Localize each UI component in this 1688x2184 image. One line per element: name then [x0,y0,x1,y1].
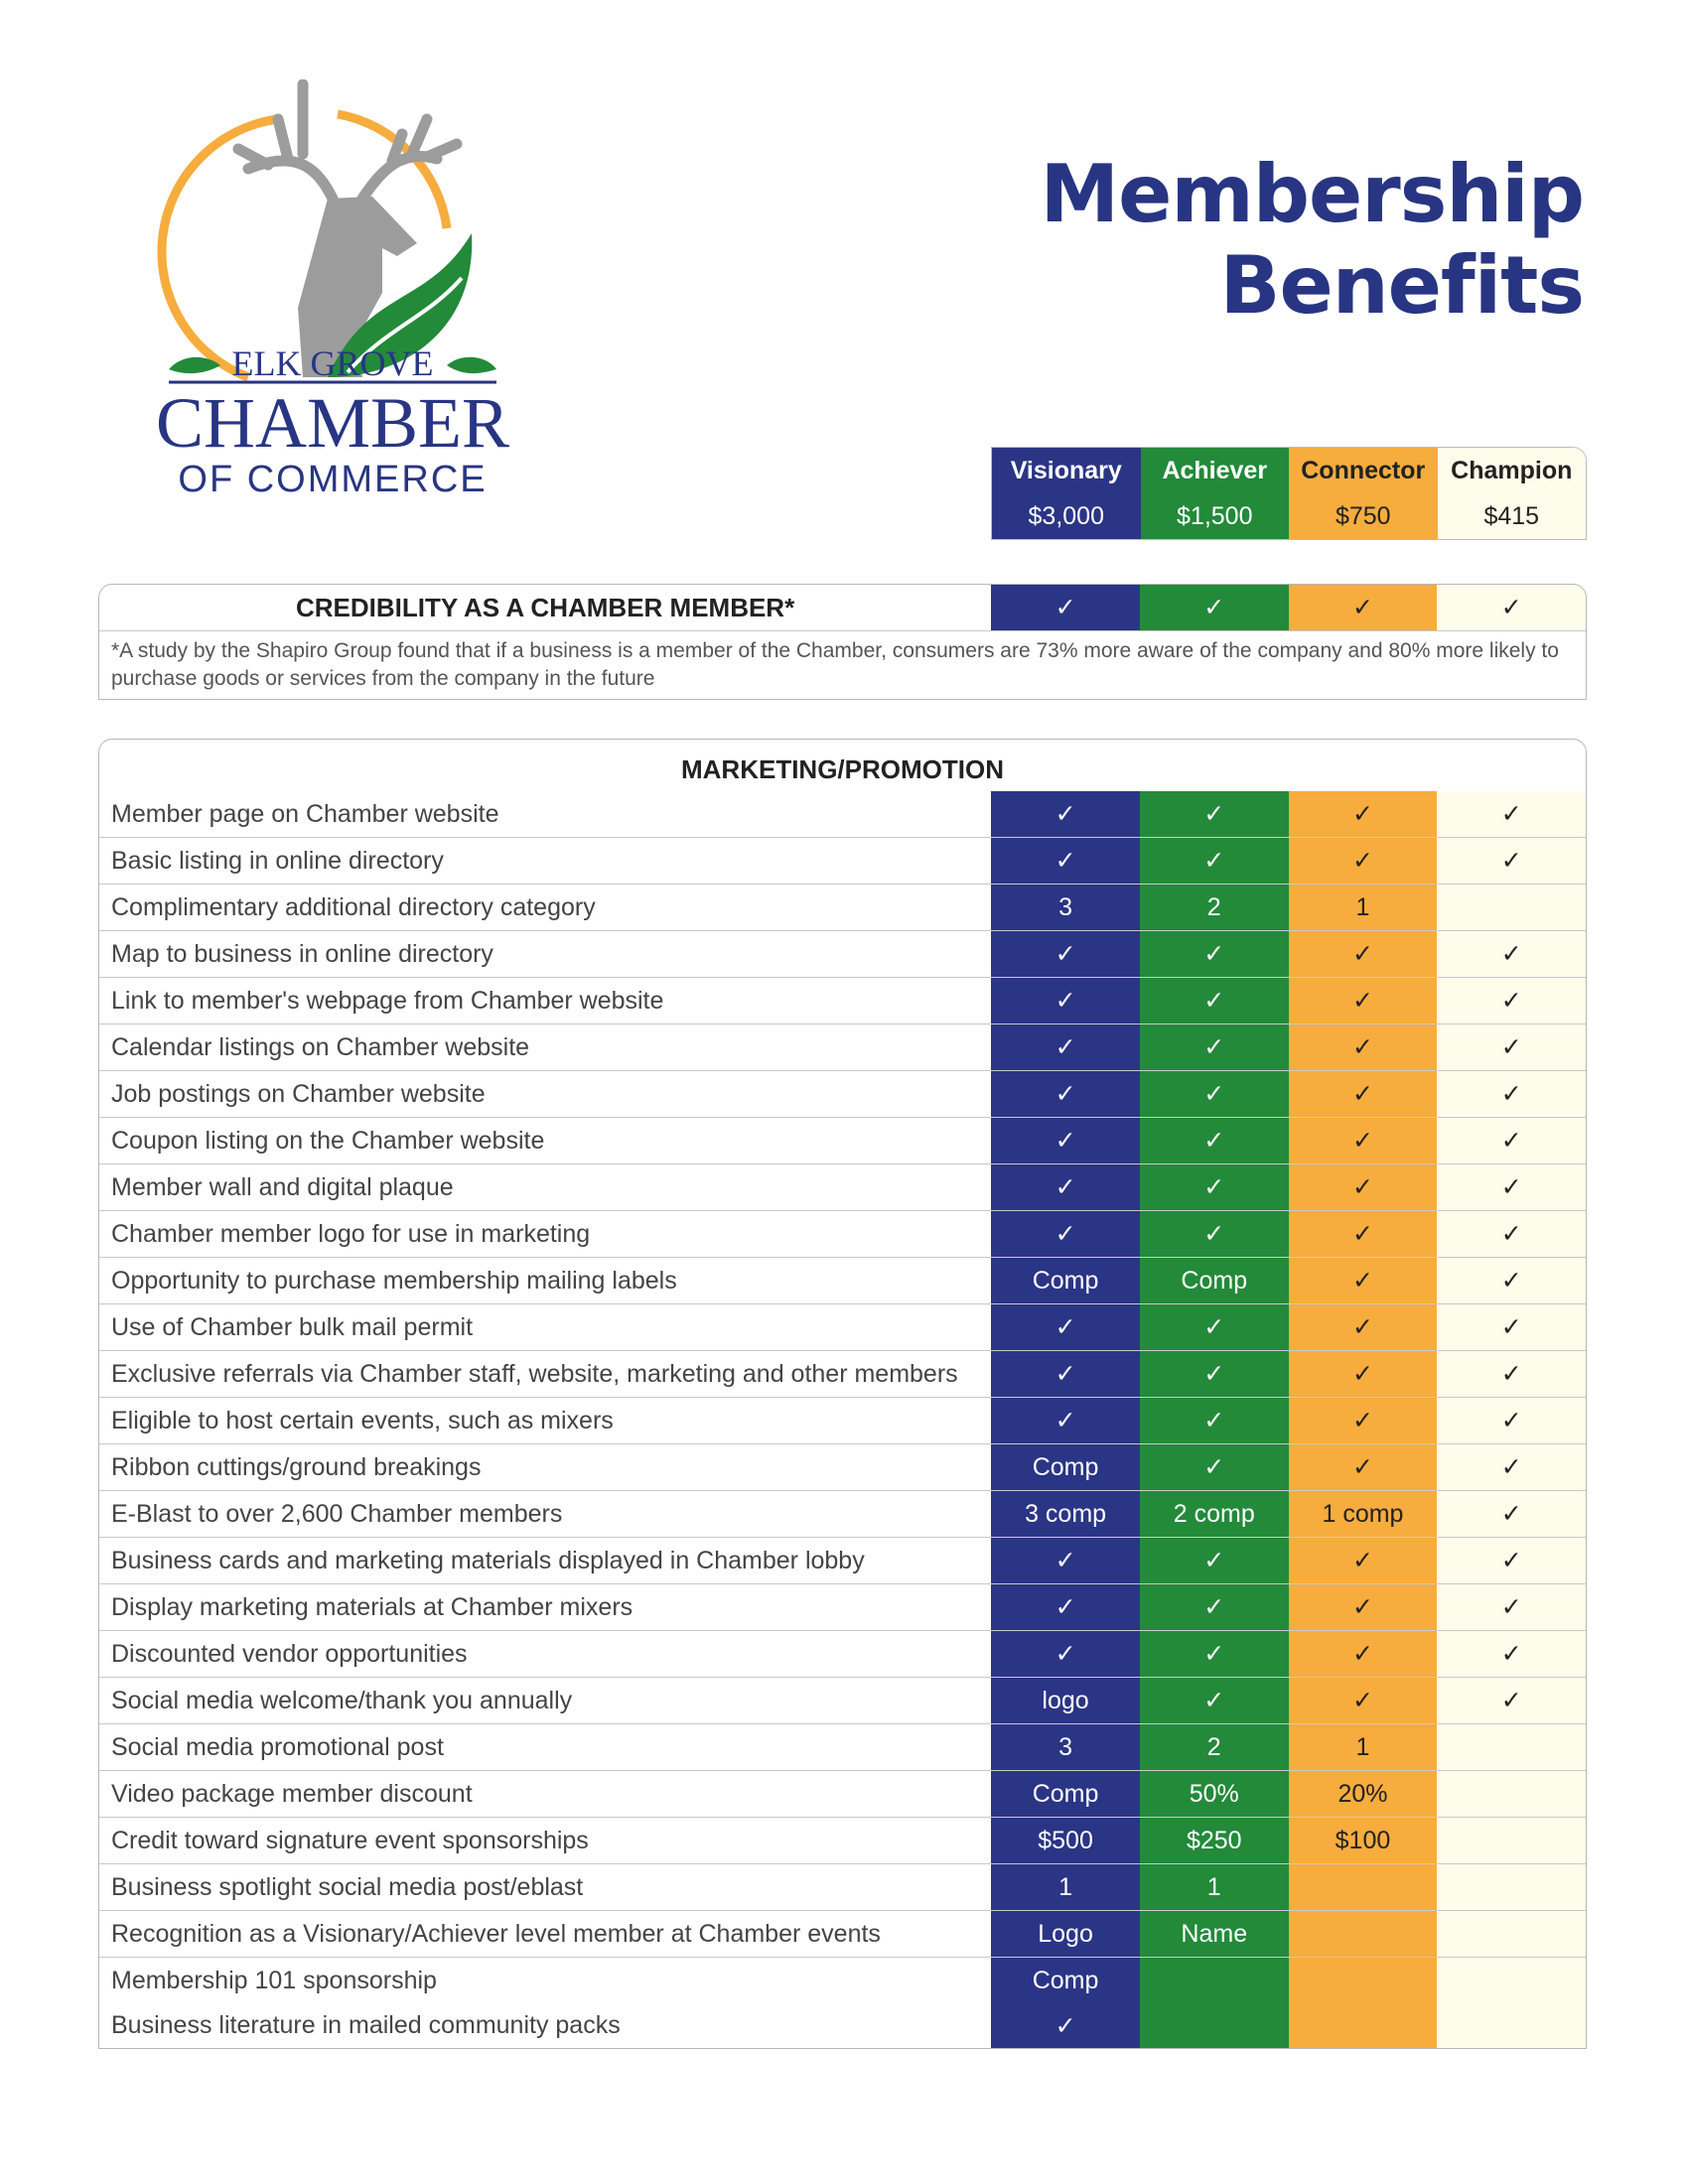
credibility-champion: ✓ [1437,585,1586,630]
cell-connector [1289,1911,1438,1957]
row-label: Membership 101 sponsorship [111,1966,437,1994]
cell-champion: ✓ [1437,1678,1586,1723]
cell-connector: ✓ [1289,791,1438,837]
table-row [99,1163,1586,1210]
row-label: E-Blast to over 2,600 Chamber members [111,1499,563,1528]
row-label: Use of Chamber bulk mail permit [111,1312,474,1341]
cell-visionary: 1 [991,1864,1140,1910]
table-row [99,884,1586,930]
cell-achiever: ✓ [1140,1538,1289,1583]
table-row [99,1723,1586,1770]
cell-champion: ✓ [1437,1631,1586,1677]
tier-champion [1438,448,1587,539]
cell-champion: ✓ [1437,1538,1586,1583]
logo-line2: CHAMBER [155,383,510,463]
cell-connector [1289,1958,1438,2003]
cell-champion: ✓ [1437,1444,1586,1490]
cell-connector: ✓ [1289,1538,1438,1583]
tier-price: $415 [1483,502,1540,530]
cell-champion: ✓ [1437,1584,1586,1630]
cell-visionary: ✓ [991,1071,1140,1117]
cell-achiever: 2 [1140,1724,1289,1770]
cell-champion: ✓ [1437,1164,1586,1210]
cell-champion: ✓ [1437,1211,1586,1257]
cell-visionary: 3 [991,885,1140,930]
table-row [99,1770,1586,1817]
cell-visionary: ✓ [991,2003,1140,2048]
cell-connector: ✓ [1289,1118,1438,1163]
cell-connector: 20% [1289,1771,1438,1817]
credibility-connector: ✓ [1289,585,1438,630]
credibility-achiever: ✓ [1140,585,1289,630]
cell-champion: ✓ [1437,838,1586,884]
cell-achiever: ✓ [1140,1631,1289,1677]
cell-champion: ✓ [1437,1024,1586,1070]
table-row [99,1117,1586,1163]
cell-visionary: ✓ [991,791,1140,837]
cell-connector: 1 comp [1289,1491,1438,1537]
title-line1: Membership [1040,148,1584,240]
cell-achiever: ✓ [1140,1071,1289,1117]
table-row [99,1303,1586,1350]
cell-connector: ✓ [1289,838,1438,884]
cell-connector [1289,2003,1438,2048]
row-label: Video package member discount [111,1779,473,1808]
row-label: Credit toward signature event sponsorships [111,1826,589,1854]
table-row [99,1070,1586,1117]
cell-connector: ✓ [1289,1398,1438,1443]
cell-achiever: 50% [1140,1771,1289,1817]
cell-connector: 1 [1289,1724,1438,1770]
row-label: Business literature in mailed community packs [111,2011,621,2039]
cell-achiever: ✓ [1140,1444,1289,1490]
table-row [99,1024,1586,1070]
cell-champion [1437,1818,1586,1863]
tier-name: Achiever [1162,457,1268,484]
row-label: Chamber member logo for use in marketing [111,1219,591,1248]
cell-connector: ✓ [1289,1304,1438,1350]
table-row [99,1677,1586,1723]
cell-champion [1437,1864,1586,1910]
cell-visionary: 3 [991,1724,1140,1770]
cell-champion [1437,1911,1586,1957]
row-label: Eligible to host certain events, such as mixers [111,1406,614,1434]
marketing-section [98,739,1587,2049]
tier-name: Connector [1301,457,1426,484]
cell-connector: 1 [1289,885,1438,930]
cell-champion: ✓ [1437,931,1586,977]
row-label: Ribbon cuttings/ground breakings [111,1452,482,1481]
cell-visionary: Comp [991,1258,1140,1303]
table-row [99,1583,1586,1630]
title-line2: Benefits [1219,239,1584,332]
cell-champion: ✓ [1437,978,1586,1024]
cell-connector: ✓ [1289,931,1438,977]
table-row [99,1210,1586,1257]
logo-line3: OF COMMERCE [178,459,488,500]
credibility-note: *A study by the Shapiro Group found that if a business is a member of the Chamber, consumers are 73% more aware of the company and 80% more likely to purchase goods or services from the company in the future [99,630,1586,699]
cell-visionary: ✓ [991,1398,1140,1443]
cell-achiever: Comp [1140,1258,1289,1303]
row-label: Map to business in online directory [111,939,493,968]
cell-achiever: ✓ [1140,1118,1289,1163]
credibility-section [98,584,1587,700]
row-label: Member wall and digital plaque [111,1172,454,1201]
cell-visionary: ✓ [991,1351,1140,1397]
cell-visionary: ✓ [991,1211,1140,1257]
cell-visionary: ✓ [991,1631,1140,1677]
cell-champion: ✓ [1437,1398,1586,1443]
table-row [99,930,1586,977]
cell-achiever: ✓ [1140,1584,1289,1630]
row-label: Business spotlight social media post/eblast [111,1872,584,1901]
cell-visionary: ✓ [991,838,1140,884]
cell-champion: ✓ [1437,1258,1586,1303]
tier-connector [1289,448,1438,539]
cell-champion: ✓ [1437,1491,1586,1537]
cell-connector: ✓ [1289,1351,1438,1397]
table-row [99,1863,1586,1910]
cell-visionary: logo [991,1678,1140,1723]
cell-connector [1289,1864,1438,1910]
cell-visionary: Comp [991,1444,1140,1490]
cell-champion: ✓ [1437,1071,1586,1117]
cell-connector: ✓ [1289,978,1438,1024]
elk-head-icon [129,79,526,516]
cell-achiever: Name [1140,1911,1289,1957]
tier-achiever [1141,448,1290,539]
cell-achiever: ✓ [1140,931,1289,977]
cell-champion: ✓ [1437,1351,1586,1397]
row-label: Exclusive referrals via Chamber staff, website, marketing and other members [111,1359,958,1388]
row-label: Business cards and marketing materials displayed in Chamber lobby [111,1546,865,1574]
row-label: Calendar listings on Chamber website [111,1032,530,1061]
cell-connector: ✓ [1289,1444,1438,1490]
cell-visionary: ✓ [991,1164,1140,1210]
cell-connector: ✓ [1289,1678,1438,1723]
cell-connector: ✓ [1289,1024,1438,1070]
cell-champion [1437,885,1586,930]
row-label: Basic listing in online directory [111,846,444,875]
logo-line1: ELK GROVE [231,343,434,383]
cell-visionary: ✓ [991,1024,1140,1070]
cell-visionary: ✓ [991,931,1140,977]
table-row [99,791,1586,837]
table-row [99,1817,1586,1863]
cell-connector: ✓ [1289,1258,1438,1303]
cell-champion [1437,2003,1586,2048]
table-row [99,1257,1586,1303]
row-label: Member page on Chamber website [111,799,499,828]
chamber-logo [129,79,526,516]
cell-champion: ✓ [1437,1304,1586,1350]
table-row [99,1957,1586,2003]
cell-visionary: Logo [991,1911,1140,1957]
cell-visionary: ✓ [991,978,1140,1024]
table-row [99,1910,1586,1957]
tier-price: $1,500 [1177,502,1253,530]
tier-name: Champion [1451,457,1573,484]
cell-visionary: ✓ [991,1538,1140,1583]
row-label: Opportunity to purchase membership mailing labels [111,1266,677,1295]
row-label: Discounted vendor opportunities [111,1639,468,1668]
cell-connector: ✓ [1289,1631,1438,1677]
table-row [99,837,1586,884]
table-row [99,1537,1586,1583]
tier-visionary [992,448,1141,539]
cell-visionary: ✓ [991,1118,1140,1163]
row-label: Coupon listing on the Chamber website [111,1126,545,1155]
marketing-title: MARKETING/PROMOTION [681,754,1004,784]
cell-achiever: $250 [1140,1818,1289,1863]
table-row [99,2003,1586,2048]
cell-achiever: ✓ [1140,1398,1289,1443]
cell-achiever [1140,2003,1289,2048]
cell-champion: ✓ [1437,791,1586,837]
cell-achiever: ✓ [1140,1304,1289,1350]
table-row [99,1443,1586,1490]
cell-champion [1437,1724,1586,1770]
cell-achiever: ✓ [1140,791,1289,837]
row-label: Link to member's webpage from Chamber website [111,986,664,1015]
cell-achiever: ✓ [1140,1678,1289,1723]
row-label: Social media welcome/thank you annually [111,1686,573,1714]
table-row [99,1490,1586,1537]
row-label: Recognition as a Visionary/Achiever level member at Chamber events [111,1919,881,1948]
tier-price: $750 [1335,502,1391,530]
credibility-visionary: ✓ [991,585,1140,630]
marketing-rows [99,791,1586,2048]
row-label: Complimentary additional directory category [111,892,596,921]
cell-achiever [1140,1958,1289,2003]
cell-achiever: 1 [1140,1864,1289,1910]
cell-achiever: 2 comp [1140,1491,1289,1537]
cell-achiever: ✓ [1140,1211,1289,1257]
credibility-header-row [99,585,1586,630]
cell-achiever: ✓ [1140,838,1289,884]
cell-visionary: 3 comp [991,1491,1140,1537]
tier-header [991,447,1587,540]
cell-champion: ✓ [1437,1118,1586,1163]
cell-visionary: ✓ [991,1584,1140,1630]
cell-champion [1437,1771,1586,1817]
cell-achiever: 2 [1140,885,1289,930]
cell-visionary: Comp [991,1771,1140,1817]
cell-visionary: $500 [991,1818,1140,1863]
cell-connector: ✓ [1289,1584,1438,1630]
cell-connector: ✓ [1289,1164,1438,1210]
cell-visionary: Comp [991,1958,1140,2003]
cell-connector: ✓ [1289,1071,1438,1117]
row-label: Job postings on Chamber website [111,1079,486,1108]
page-title [1041,149,1584,332]
table-row [99,1350,1586,1397]
cell-achiever: ✓ [1140,1024,1289,1070]
cell-achiever: ✓ [1140,1351,1289,1397]
cell-connector: $100 [1289,1818,1438,1863]
row-label: Display marketing materials at Chamber mixers [111,1592,633,1621]
cell-visionary: ✓ [991,1304,1140,1350]
table-row [99,1630,1586,1677]
leaf-right-icon [447,357,496,373]
cell-achiever: ✓ [1140,1164,1289,1210]
cell-connector: ✓ [1289,1211,1438,1257]
table-row [99,1397,1586,1443]
tier-name: Visionary [1010,457,1122,484]
row-label: Social media promotional post [111,1732,444,1761]
tier-price: $3,000 [1028,502,1104,530]
credibility-title: CREDIBILITY AS A CHAMBER MEMBER* [296,592,795,622]
cell-achiever: ✓ [1140,978,1289,1024]
cell-champion [1437,1958,1586,2003]
table-row [99,977,1586,1024]
